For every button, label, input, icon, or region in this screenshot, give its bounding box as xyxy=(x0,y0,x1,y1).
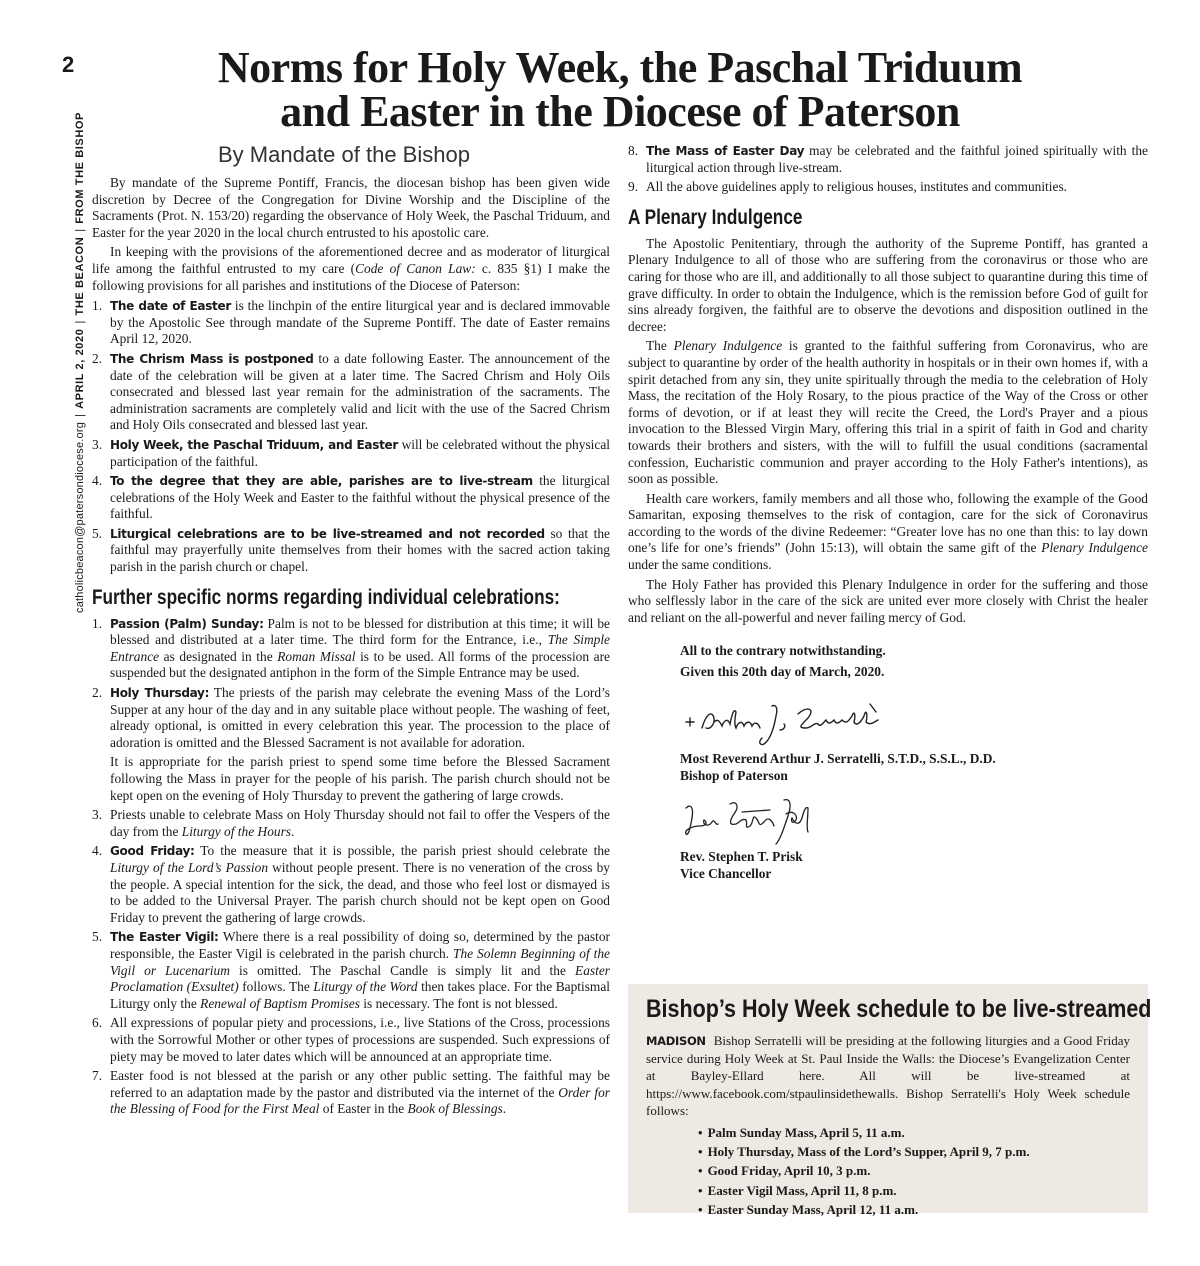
sidebar-section: FROM THE BISHOP xyxy=(74,112,86,224)
indulgence-heading: A Plenary Indulgence xyxy=(628,205,803,229)
list-item: • Holy Thursday, Mass of the Lord’s Supper, April 9, 7 p.m. xyxy=(698,1144,1030,1160)
sidebar-date: APRIL 2, 2020 xyxy=(74,328,86,409)
list-item: 8. The Mass of Easter Day may be celebrated and the faithful joined spiritually with the liturgical action through live-stream. xyxy=(628,143,1148,175)
specific-norms-list-end xyxy=(628,143,1148,196)
list-item: 3. Holy Week, the Paschal Triduum, and Easter will be celebrated without the physical participation of the faithful. xyxy=(92,436,610,469)
schedule-list xyxy=(698,1123,1130,1219)
list-item: 4. Good Friday: To the measure that it is possible, the parish priest should celebrate the Liturgy of the Lord’s Passion without people present. There is no veneration of the cross by the people. A special intention for the sick, the dead, and those who feel lost or dismayed is to be added to the Universal Prayer. The parish church should not be kept open on Good Friday to prevent the gathering of large crowds. xyxy=(92,843,611,925)
list-item: 1. The date of Easter is the linchpin of the entire liturgical year and is declared immovable by the Apostolic See through mandate of the Supreme Pontiff. The date of Easter remains April 12, 2020. xyxy=(92,298,610,347)
list-item: • Good Friday, April 10, 3 p.m. xyxy=(698,1163,871,1179)
indulgence-paragraph: The Holy Father has provided this Plenary Indulgence in order for the suffering and those who selflessly labor in the care of the sick are united ever more closely with Christ the healer and reliant on the all-powerful and never failing mercy of God. xyxy=(628,576,1148,625)
dateline: MADISON xyxy=(646,1034,706,1048)
schedule-box xyxy=(628,984,1152,1217)
list-item: 6. All expressions of popular piety and processions, i.e., live Stations of the Cross, processions with the Sorrowful Mother or other types of processions are suspended. Such expressions of piety may be moved to later dates which will be announced at an appropriate time. xyxy=(92,1015,610,1064)
byline: By Mandate of the Bishop xyxy=(218,142,470,167)
headline-line-1: Norms for Holy Week, the Paschal Triduum xyxy=(217,43,1023,92)
list-item: 4. To the degree that they are able, parishes are to live-stream the liturgical celebrations of the Holy Week and Easter to the faithful without the physical presence of the faithful. xyxy=(92,473,611,522)
general-norms-list xyxy=(92,298,610,576)
indulgence-paragraph: The Apostolic Penitentiary, through the authority of the Supreme Pontiff, has granted a Plenary Indulgence to all of those who are suffering from the coronavirus or those who are caring for those who are ill, and additionally to all those subject to quarantine during this time of grave difficulty. In order to obtain the Indulgence, which is the remission before God of guilt for sins already forgiven, the faithful are to observe the devotions and disposition outlined in the decree: xyxy=(628,235,1148,334)
sidebar-publication: THE BEACON xyxy=(74,236,86,316)
list-item: 7. Easter food is not blessed at the parish or any other public setting. The faithful may be referred to an adaptation made by the pastor and distributed via the internet of the Order for the Blessing of Food for the First Meal of Easter in the Book of Blessings. xyxy=(92,1068,610,1117)
list-item: 5. Liturgical celebrations are to be live-streamed and not recorded so that the faithful may prayerfully unite themselves from their homes with the sacred action taking parish in the parish church or chapel. xyxy=(92,525,610,575)
list-item: • Easter Sunday Mass, April 12, 11 a.m. xyxy=(698,1201,919,1217)
article-headline xyxy=(92,43,1148,136)
chancellor-signature xyxy=(680,796,1148,848)
list-item: 1. Passion (Palm) Sunday: Palm is not to be blessed for distribution at this time; it will be blessed and distributed at a later time. The third form for the Entrance, i.e., The Simple Entrance as designated in the Roman Missal is to be used. All forms of the procession are suspended but the designated antiphon in the form of the Simple Entrance may be used. xyxy=(92,615,610,681)
indulgence-paragraph: Health care workers, family members and all those who, following the example of the Good Samaritan, exposing themselves to the risk of contagion, care for the sick of Coronavirus according to the words of the divine Redeemer: “Greater love has no one than this: to lay down one’s life for one’s friends” (John 15:13), will obtain the same gift of the Plenary Indulgence under the same conditions. xyxy=(628,490,1148,573)
specific-norms-list-cont xyxy=(92,807,610,1118)
schedule-intro: MADISON Bishop Serratelli will be presiding at the following liturgies and a Good Friday service during Holy Week at St. Paul Inside the Walls: the Diocese’s Evangelization Center at Bayley-Ellard here. All will be live-streamed at https://www.facebook.com/stpaulinsidethewalls. Bishop Serratelli's Holy Week schedule follows: xyxy=(646,1033,1130,1119)
bishop-signature xyxy=(680,700,1148,750)
intro-paragraph-2: In keeping with the provisions of the aforementioned decree and as moderator of liturgical life among the faithful entrusted to my care (Code of Canon Law: c. 835 §1) I make the following provisions for all parishes and institutions of the Diocese of Paterson: xyxy=(92,244,610,293)
page-number: 2 xyxy=(62,52,75,77)
left-column xyxy=(92,175,610,1121)
holy-thursday-note: It is appropriate for the parish priest to spend some time before the Blessed Sacrament following the Mass in prayer for the people of his parish. The parish church should not be kept open on the evening of Holy Thursday to prevent the gathering of large crowds. xyxy=(110,754,610,803)
right-column xyxy=(628,143,1148,882)
list-item: 3. Priests unable to celebrate Mass on Holy Thursday should not fail to offer the Vespers of the day from the Liturgy of the Hours. xyxy=(92,807,610,839)
list-item: 2. The Chrism Mass is postponed to a date following Easter. The announcement of the date of the celebration will be given at a later time. The Sacred Chrism and Holy Oils consecrated and blessed last year remain for the administration of the sacraments. The administration sacraments are completely valid and licit with the use of the Sacred Chrism and Holy Oils consecrated and blessed last year. xyxy=(92,350,610,433)
headline-line-2: and Easter in the Diocese of Paterson xyxy=(280,87,960,136)
intro-paragraph: By mandate of the Supreme Pontiff, Francis, the diocesan bishop has been given wide discretion by Decree of the Congregation for Divine Worship and the Discipline of the Sacraments (Prot. N. 153/20) regarding the observance of Holy Week, the Paschal Triduum, and Easter for the year 2020 in the local church entrusted to his apostolic care. xyxy=(92,175,610,240)
chancellor-signature-block: Rev. Stephen T. Prisk Vice Chancellor xyxy=(680,849,803,882)
sidebar-url: catholicbeacon@patersondiocese.org xyxy=(74,421,86,613)
schedule-heading: Bishop’s Holy Week schedule to be live-streamed xyxy=(646,995,1152,1023)
closing-statement: All to the contrary notwithstanding. Given this 20th day of March, 2020. xyxy=(680,643,886,680)
specific-norms-list xyxy=(92,616,610,752)
indulgence-paragraph: The Plenary Indulgence is granted to the faithful suffering from Coronavirus, who are subject to quarantine by order of the health authority in hospitals or in their own homes if, with a spirit detached from any sin, they unite spiritually through the media to the celebration of Holy Mass, the recitation of the Holy Rosary, to the pious practice of the Way of the Cross or other forms of devotion, or if at least they will recite the Creed, the Lord's Prayer and a pious invocation to the Blessed Virgin Mary, offering this trial in a spirit of faith in God and charity towards their brothers and sisters, with the will to fulfill the usual conditions (sacramental confession, Eucharistic communion and prayer according to the Holy Father's intentions), as soon as possible. xyxy=(628,338,1148,487)
list-item: 9. All the above guidelines apply to religious houses, institutes and communities. xyxy=(628,179,1068,195)
list-item: 2. Holy Thursday: The priests of the parish may celebrate the evening Mass of the Lord’s Supper at any hour of the day and in any suitable place without people. The washing of feet, already optional, is omitted in every celebration this year. The procession to the place of adoration is omitted and the Blessed Sacrament is not available for adoration. xyxy=(92,685,610,750)
list-item: • Palm Sunday Mass, April 5, 11 a.m. xyxy=(698,1124,905,1140)
bishop-signature-block: Most Reverend Arthur J. Serratelli, S.T.D., S.S.L., D.D. Bishop of Paterson xyxy=(680,751,996,784)
further-norms-heading: Further specific norms regarding individual celebrations: xyxy=(92,585,560,609)
sidebar-running-head: catholicbeacon@patersondiocese.org|APRIL 2, 2020|THE BEACON|FROM THE BISHOP xyxy=(74,112,86,613)
list-item: • Easter Vigil Mass, April 11, 8 p.m. xyxy=(698,1182,897,1198)
list-item: 5. The Easter Vigil: Where there is a real possibility of doing so, determined by the pastor responsible, the Easter Vigil is celebrated in the parish church. The Solemn Beginning of the Vigil or Lucenarium is omitted. The Paschal Candle is simply lit and the Easter Proclamation (Exsultet) follows. The Liturgy of the Word then takes place. For the Baptismal Liturgy only the Renewal of Baptism Promises is necessary. The font is not blessed. xyxy=(92,929,610,1011)
